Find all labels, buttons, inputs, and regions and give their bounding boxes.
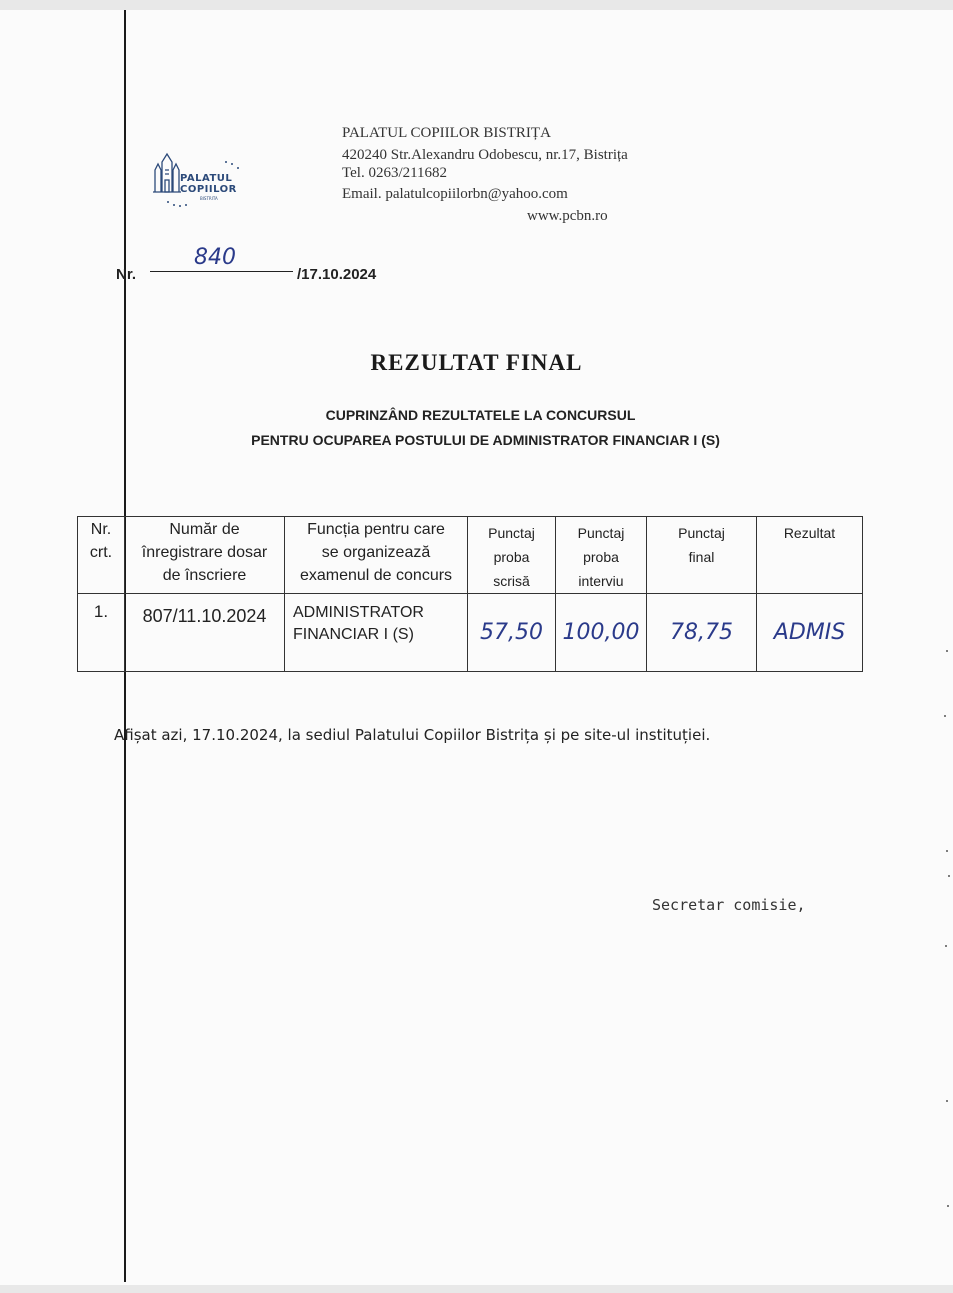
header-functia: Funcția pentru care se organizează examenul de concurs [285,517,468,594]
results-table [77,516,863,672]
document-page [0,10,953,1285]
posted-notice: Afișat azi, 17.10.2024, la sediul Palatului Copiilor Bistrița și pe site-ul instituției. [114,726,711,744]
logo-text-line2: COPIILOR [180,184,237,195]
cell-functia: ADMINISTRATOR FINANCIAR I (S) [285,594,468,672]
header-final: Punctaj final [647,517,757,594]
institution-phone: Tel. 0263/211682 [342,165,448,181]
document-title: REZULTAT FINAL [370,350,583,375]
header-nr: Nr. crt. [78,517,125,594]
subtitle-line1: CUPRINZÂND REZULTATELE LA CONCURSUL [325,407,636,423]
scan-speck [946,650,948,652]
logo-dots-decoration [152,150,248,212]
institution-logo [152,150,248,212]
registration-number: 840 [194,245,236,270]
scan-speck [946,850,948,852]
table-row [78,594,863,672]
institution-name: PALATUL COPIILOR BISTRIȚA [342,125,551,141]
header-dosar: Număr de înregistrare dosar de înscriere [125,517,285,594]
scan-speck [945,945,947,947]
header-interviu: Punctaj proba interviu [556,517,647,594]
cell-final: 78,75 [647,594,757,672]
subtitle-line2: PENTRU OCUPAREA POSTULUI DE ADMINISTRATOR FINANCIAR I (S) [251,432,720,448]
logo-text-line1: PALATUL [180,173,233,184]
institution-website[interactable]: www.pcbn.ro [527,208,608,224]
cell-rezultat: ADMIS [757,594,863,672]
institution-email-row [342,186,568,203]
registration-prefix: Nr. [116,266,137,283]
header-rezultat: Rezultat [757,517,863,594]
cell-dosar: 807/11.10.2024 [125,594,285,672]
scan-speck [944,715,946,717]
registration-number-underline [150,271,293,272]
cell-scris: 57,50 [468,594,556,672]
signature-label: Secretar comisie, [652,896,806,914]
scan-speck [946,1100,948,1102]
institution-address: 420240 Str.Alexandru Odobescu, nr.17, Bistrița [342,147,628,163]
scan-speck [948,875,950,877]
logo-text-line3: BISTRITA [200,196,218,201]
registration-date: /17.10.2024 [297,266,377,283]
email-link[interactable]: palatulcopiilorbn@yahoo.com [385,186,568,202]
table-header-row [78,517,863,594]
email-label: Email. [342,186,382,202]
cell-interviu: 100,00 [556,594,647,672]
cell-nr: 1. [78,594,125,672]
header-scris: Punctaj proba scrisă [468,517,556,594]
scan-speck [947,1205,949,1207]
